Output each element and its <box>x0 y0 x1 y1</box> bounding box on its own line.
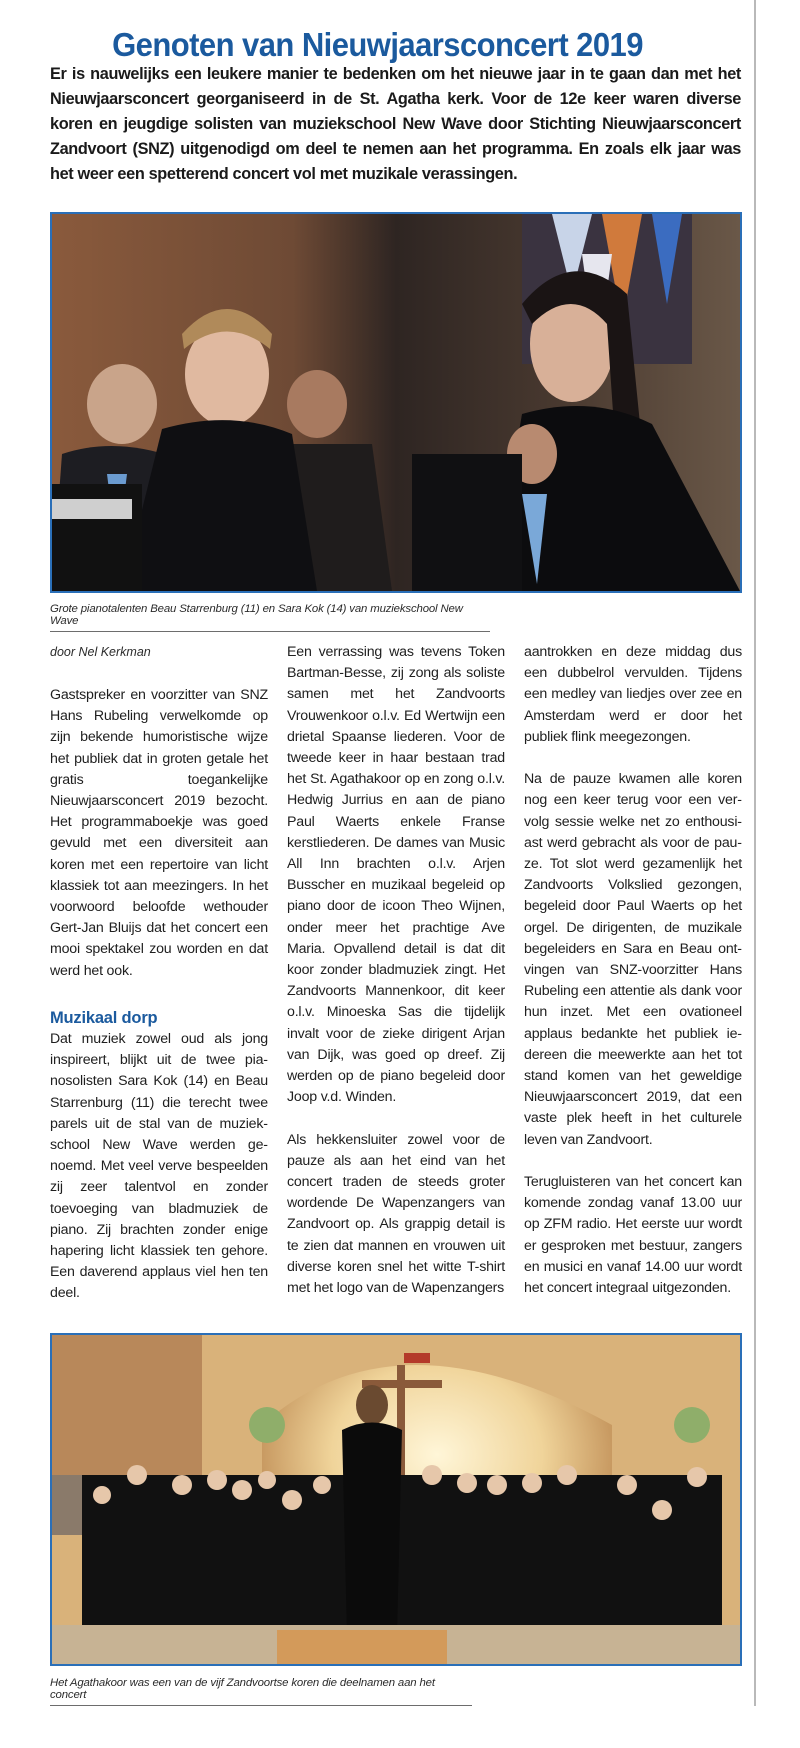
article-lead: Er is nauwelijks een leukere manier te bedenken om het nieuwe jaar in te gaan dan met het Nieuwjaarsconcert georganiseerd in de St. Agatha kerk. Voor de 12e keer waren diverse koren en jeugdige solisten van muziekschool New Wave door Stichting Nieuwjaarsconcert Zandvoort (SNZ) uitgenodigd om deel te nemen aan het programma. En zoals elk jaar was het weer een spetterend concert vol met muzikale verassingen. <box>50 65 741 183</box>
photo-piano-talents-image <box>52 214 740 591</box>
paragraph: Een verrassing was tevens Token Bartman-Besse, zij zong als soliste samen met het Zandvoorts Vrouwenkoor o.l.v. Ed Wertwijn een drietal Spaanse liederen. Voor de tweede keer in haar bestaan trad het St. Agathakoor op en zong o.l.v. Hedwig Jurrius en aan de piano Paul Waerts enkele Franse kerstliederen. De dames van Music All Inn brachten o.l.v. Arjen Busscher en muzikaal begeleid op piano door de icoon Theo Wijnen, onder meer het prachtige Ave Maria. Opvallend detail is dat dit koor zonder bladmuziek zingt. Het Zandvoorts Mannenkoor, dit keer o.l.v. Minoeska Sas die tijdelijk invalt voor de zieke dirigent Arjan van Dijk, was goed op dreef. Zij werden op de piano begeleid door Joop v.d. Winden. <box>287 644 505 1106</box>
byline: door Nel Kerkman <box>50 645 151 659</box>
column-3 <box>524 642 742 1299</box>
photo-piano-talents <box>50 212 742 593</box>
subheading-muzikaal-dorp: Muzikaal dorp <box>50 1009 158 1027</box>
photo-caption-choir: Het Agathakoor was een van de vijf Zandvoortse koren die deelnamen aan het concert <box>50 1677 472 1706</box>
paragraph: Na de pauze kwamen alle koren nog een keer terug voor een vervolg sessie welke net zo enthousiast werd gebracht als voor de pauze. Tot slot werd gezamenlijk het Zandvoorts Volkslied gezongen, begeleid door Paul Waerts op het orgel. De dirigenten, de muzikale begeleiders en Sara en Beau ontvingen van SNZ-voorzitter Hans Rubeling een attentie als dank voor hun inzet. Met een ovationeel applaus bedankte het publiek iedereen die meewerkte aan het tot stand komen van het geweldige Nieuwjaarsconcert 2019, dat een vaste plek heeft in het culturele leven van Zandvoort. <box>524 771 742 1148</box>
paragraph: Gastspreker en voorzitter van SNZ Hans Rubeling verwelkomde op zijn bekende humoristische wijze het publiek dat in groten getale het gratis toegankelijke Nieuwjaarsconcert 2019 bezocht. Het programmaboekje was goed gevuld met een diversiteit aan koren met een repertoire van licht klassiek tot aan meezingers. In het voorwoord beloofde wethouder Gert-Jan Bluijs dat het concert een mooi spektakel zou worden en dat werd het ook. <box>50 687 268 979</box>
column-1-intro <box>50 685 268 982</box>
photo-choir <box>50 1333 742 1666</box>
paragraph: Dat muziek zowel oud als jong inspireert, blijkt uit de twee pianosolisten Sara Kok (14) en Beau Starrenburg (11) die terecht twee parels uit de stal van de muziekschool New Wave werden genoemd. Met veel verve bespeelden zij zeer talentvol en zonder toevoeging van bladmuziek de piano. Zij brachten zonder enige hapering licht klassiek ten gehore. Een daverend applaus viel hen ten deel. <box>50 1031 268 1302</box>
photo-caption-piano: Grote pianotalenten Beau Starrenburg (11) en Sara Kok (14) van muziekschool New Wave <box>50 603 490 632</box>
column-2 <box>287 642 505 1299</box>
paragraph: Als hekkensluiter zowel voor de pauze als aan het eind van het concert traden de steeds groter wordende De Wapenzangers van Zandvoort op. Als grappig detail is te zien dat mannen en vrouwen uit diverse koren snel het witte T-shirt met het logo van de Wapenzangers <box>287 1131 505 1297</box>
paragraph: Terugluisteren van het concert kan komende zondag vanaf 13.00 uur op ZFM radio. Het eerste uur wordt er gesproken met bestuur, zangers en musici en vanaf 14.00 uur wordt het concert integraal uitgezonden. <box>524 1174 742 1297</box>
column-1-section <box>50 1008 268 1305</box>
page-margin-rule <box>754 0 756 1706</box>
photo-choir-image <box>52 1335 740 1664</box>
paragraph: aantrokken en deze middag dus een dubbelrol vervulden. Tijdens een medley van liedjes over zee en Amsterdam werd er door het publiek flink meegezongen. <box>524 644 742 745</box>
article-title: Genoten van Nieuwjaarsconcert 2019 <box>112 26 643 64</box>
